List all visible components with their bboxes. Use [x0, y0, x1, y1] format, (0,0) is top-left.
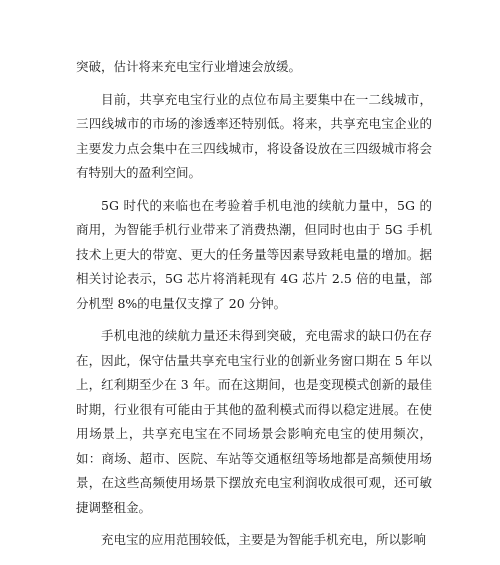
paragraph-city-layout: 目前，共享充电宝行业的点位布局主要集中在一二线城市，三四线城市的市场的渗透率还特别低。将来，共享充电宝企业的主要发力点会集中在三四线城市，将设备设放在三四级城市将会有特别大的盈利空间。: [76, 91, 432, 180]
document-body: [76, 55, 432, 561]
paragraph-5g-battery: 5G 时代的来临也在考验着手机电池的续航力量中，5G 的商用，为智能手机行业带来了消费热潮，但同时也由于 5G 手机技术上更大的带宽、更大的任务量等因素导致耗电量的增加。据相关讨论表示，5G 芯片将消耗现有 4G 芯片 2.5 倍的电量，部分机型 8%的电量仅支撑了 20 分钟。: [76, 197, 432, 311]
paragraph-application-range: 充电宝的应用范围较低，主要是为智能手机充电，所以影响: [101, 532, 427, 547]
paragraph-demand-window: 手机电池的续航力量还未得到突破，充电需求的缺口仍在存在，因此，保守估量共享充电宝行业的创新业务窗口期在 5 年以上，红利期至少在 3 年。而在这期间，也是变现模式创新的最佳时期，行业很有可能由于其他的盈利模式而得以稳定进展。在使用场景上，共享充电宝在不同场景会影响充电宝的使用频次，如：商场、超市、医院、车站等交通枢纽等场地都是高频使用场景，在这些高频使用场景下摆放充电宝利润收成很可观，还可敏捷调整租金。: [76, 328, 432, 515]
paragraph-continuation: 突破，估计将来充电宝行业增速会放缓。: [76, 59, 302, 74]
